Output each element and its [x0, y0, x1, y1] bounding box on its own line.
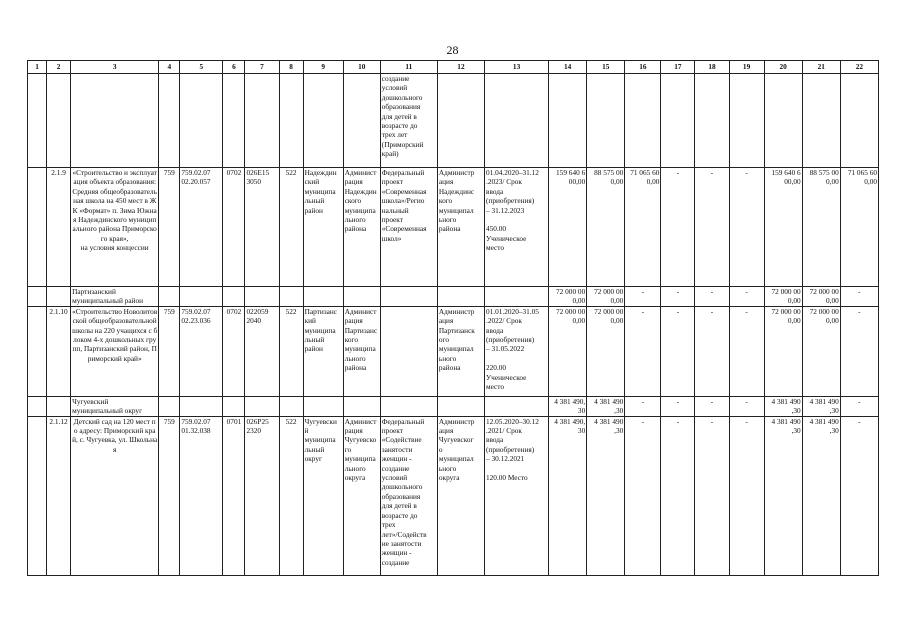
page-number: 28 [446, 43, 459, 57]
table-cell-empty [180, 287, 223, 307]
table-cell-col-18: - [695, 168, 729, 287]
table-cell-col-4: 759 [159, 306, 180, 396]
table-cell-col-1 [28, 168, 47, 287]
table-cell-col-11: создание условий дошкольного образования для детей в возрасте до трех лет (Приморский край) [380, 74, 437, 168]
table-cell-col-18 [695, 74, 729, 168]
subtotal-value-col-18: - [695, 287, 729, 307]
column-header-13: 13 [485, 61, 549, 74]
table-cell-empty [437, 396, 484, 416]
table-cell-col-2: 2.1.9 [47, 168, 71, 287]
table-cell-col-5: 759.02.07 02.20.057 [180, 168, 223, 287]
subtotal-value-col-14: 72 000 00 0,00 [549, 287, 587, 307]
table-cell-empty [245, 396, 279, 416]
subtotal-value-col-16: - [625, 396, 661, 416]
table-cell-col-20: 159 640 6 00,00 [764, 168, 802, 287]
table-cell-empty [47, 396, 71, 416]
table-cell-col-12: Админиcтр ация Чугуевског о муниципал ьного округа [437, 416, 484, 575]
table-cell-col-10: Админист рация Надеждин ского муниципа льного района [343, 168, 380, 287]
subtotal-value-col-20: 4 381 490 ,30 [764, 396, 802, 416]
subtotal-value-col-15: 4 381 490 ,30 [587, 396, 625, 416]
table-cell-col-17: - [661, 306, 695, 396]
table-cell-col-16: - [625, 416, 661, 575]
table-cell-col-2: 2.1.10 [47, 306, 71, 396]
table-cell-col-4 [159, 74, 180, 168]
table-cell-empty [159, 287, 180, 307]
table-cell-empty [303, 396, 343, 416]
table-cell-col-11 [380, 306, 437, 396]
table-cell-col-12: Админиcтр ация Надеждинс кого муниципал ьного района [437, 168, 484, 287]
column-header-12: 12 [437, 61, 484, 74]
table-cell-col-22: 71 065 60 0,00 [840, 168, 878, 287]
table-cell-col-3: «Строительство и эксплуатация объекта образования: Средняя общеобразовательная школа на 450 мест в ЖК «Формат» п. Зима Южная Надеждинского муниципального района Приморского края», на условия концессии [71, 168, 159, 287]
table-cell-col-11: Федеральный проект «Современная школа»/Регио нальный проект «Современная школ» [380, 168, 437, 287]
table-cell-col-22 [840, 74, 878, 168]
table-cell-col-4: 759 [159, 416, 180, 575]
table-cell-col-20: 72 000 00 0,00 [764, 306, 802, 396]
table-cell-empty [485, 287, 549, 307]
column-header-2: 2 [47, 61, 71, 74]
table-cell-col-15: 4 381 490 ,30 [587, 416, 625, 575]
subtotal-value-col-19: - [729, 287, 764, 307]
table-cell-col-17 [661, 74, 695, 168]
table-cell-col-18: - [695, 306, 729, 396]
table-cell-col-22: - [840, 306, 878, 396]
subtotal-value-col-21: 4 381 490 ,30 [802, 396, 840, 416]
column-header-14: 14 [549, 61, 587, 74]
table-cell-col-8: 522 [279, 416, 303, 575]
column-header-17: 17 [661, 61, 695, 74]
table-cell-col-16 [625, 74, 661, 168]
column-header-6: 6 [223, 61, 245, 74]
column-header-21: 21 [802, 61, 840, 74]
table-cell-empty [279, 287, 303, 307]
subtotal-value-col-22: - [840, 287, 878, 307]
table-cell-empty [380, 396, 437, 416]
table-cell-col-3 [71, 74, 159, 168]
subtotal-value-col-17: - [661, 396, 695, 416]
table-cell-empty [343, 396, 380, 416]
table-cell-col-15: 88 575 00 0,00 [587, 168, 625, 287]
table-cell-col-10: Админист рация Чугуевско го муниципа льного округа [343, 416, 380, 575]
table-cell-col-19: - [729, 168, 764, 287]
column-header-16: 16 [625, 61, 661, 74]
subtotal-value-col-16: - [625, 287, 661, 307]
column-header-9: 9 [303, 61, 343, 74]
table-cell-col-8: 522 [279, 306, 303, 396]
column-header-18: 18 [695, 61, 729, 74]
table-cell-col-6: 0701 [223, 416, 245, 575]
column-header-10: 10 [343, 61, 380, 74]
table-cell-col-9: Партизанс кий муниципа льный район [303, 306, 343, 396]
table-cell-col-20: 4 381 490 ,30 [764, 416, 802, 575]
table-cell-col-15 [587, 74, 625, 168]
table-cell-col-5: 759.02.07 02.23.036 [180, 306, 223, 396]
table-cell-empty [28, 287, 47, 307]
item-row [28, 168, 879, 287]
table-cell-col-14: 72 000 00 0,00 [549, 306, 587, 396]
table-cell-col-14 [549, 74, 587, 168]
table-cell-col-9: Надеждин ский муниципа льный район [303, 168, 343, 287]
table-cell-col-6: 0702 [223, 306, 245, 396]
table-cell-col-21: 88 575 00 0,00 [802, 168, 840, 287]
table-cell-empty [437, 287, 484, 307]
subtotal-value-col-17: - [661, 287, 695, 307]
column-header-22: 22 [840, 61, 878, 74]
table-cell-col-14: 159 640 6 00,00 [549, 168, 587, 287]
table-cell-empty [380, 287, 437, 307]
table-cell-empty [159, 396, 180, 416]
subtotal-value-col-20: 72 000 00 0,00 [764, 287, 802, 307]
subtotal-value-col-15: 72 000 00 0,00 [587, 287, 625, 307]
table-cell-col-6: 0702 [223, 168, 245, 287]
table-cell-empty [223, 287, 245, 307]
table-cell-col-17: - [661, 416, 695, 575]
subtotal-row [28, 287, 879, 307]
table-cell-empty [343, 287, 380, 307]
item-row [28, 306, 879, 396]
column-header-8: 8 [279, 61, 303, 74]
subtotal-row [28, 396, 879, 416]
table-cell-col-4: 759 [159, 168, 180, 287]
table-cell-empty [223, 396, 245, 416]
table-cell-col-3: «Строительство Новолитовской общеобразовательной школы на 220 учащихся с блоком 4-х дошкольных групп, Партизанский район, Приморский край» [71, 306, 159, 396]
table-cell-col-2: 2.1.12 [47, 416, 71, 575]
subtotal-label: Партизанский муниципальный район [71, 287, 159, 307]
table-cell-col-15: 72 000 00 0,00 [587, 306, 625, 396]
table-cell-col-17: - [661, 168, 695, 287]
table-cell-col-8 [279, 74, 303, 168]
table-cell-col-19: - [729, 306, 764, 396]
item-row [28, 416, 879, 575]
table-cell-col-7: 026Е15 3050 [245, 168, 279, 287]
subtotal-value-col-19: - [729, 396, 764, 416]
table-cell-col-21: 4 381 490 ,30 [802, 416, 840, 575]
table-cell-col-11: Федеральный проект «Содействие занятости женщин - создание условий дошкольного образования для детей в возрасте до трех лет»/Содейств ие занятости женщин - создание [380, 416, 437, 575]
column-header-20: 20 [764, 61, 802, 74]
table-cell-col-3: Детский сад на 120 мест по адресу: Приморский край, с. Чугуевка, ул. Школьная [71, 416, 159, 575]
table-cell-col-1 [28, 416, 47, 575]
column-header-5: 5 [180, 61, 223, 74]
table-cell-col-22: - [840, 416, 878, 575]
table-cell-col-19: - [729, 416, 764, 575]
table-cell-empty [47, 287, 71, 307]
budget-table [27, 60, 879, 576]
table-cell-col-7: 026Р25 2320 [245, 416, 279, 575]
table-cell-col-18: - [695, 416, 729, 575]
table-cell-col-2 [47, 74, 71, 168]
table-cell-col-6 [223, 74, 245, 168]
column-header-3: 3 [71, 61, 159, 74]
table-cell-col-9: Чугуевски й муниципа льный округ [303, 416, 343, 575]
subtotal-label: Чугуевский муниципальный округ [71, 396, 159, 416]
table-cell-empty [245, 287, 279, 307]
column-header-15: 15 [587, 61, 625, 74]
table-cell-empty [303, 287, 343, 307]
continuation-row [28, 74, 879, 168]
table-cell-col-7 [245, 74, 279, 168]
column-header-4: 4 [159, 61, 180, 74]
table-cell-col-13: 12.05.2020–30.12 .2021/ Срок ввода (приобретения) – 30.12.2021 120.00 Место [485, 416, 549, 575]
table-cell-col-13: 01.01.2020–31.05 .2022/ Срок ввода (приобретения) – 31.05.2022 220.00 Ученическое место [485, 306, 549, 396]
table-cell-col-14: 4 381 490, 30 [549, 416, 587, 575]
table-cell-col-21 [802, 74, 840, 168]
table-cell-col-13 [485, 74, 549, 168]
table-cell-col-9 [303, 74, 343, 168]
table-cell-col-5: 759.02.07 01.32.038 [180, 416, 223, 575]
table-cell-col-16: 71 065 60 0,00 [625, 168, 661, 287]
table-cell-empty [279, 396, 303, 416]
column-header-19: 19 [729, 61, 764, 74]
column-header-1: 1 [28, 61, 47, 74]
table-cell-col-7: 022059 2040 [245, 306, 279, 396]
subtotal-value-col-21: 72 000 00 0,00 [802, 287, 840, 307]
table-cell-col-16: - [625, 306, 661, 396]
table-cell-col-1 [28, 74, 47, 168]
table-cell-col-1 [28, 306, 47, 396]
subtotal-value-col-22: - [840, 396, 878, 416]
header-row [28, 61, 879, 74]
table-cell-empty [180, 396, 223, 416]
column-header-7: 7 [245, 61, 279, 74]
table-cell-col-5 [180, 74, 223, 168]
subtotal-value-col-18: - [695, 396, 729, 416]
table-cell-empty [485, 396, 549, 416]
table-cell-col-13: 01.04.2020–31.12 .2023/ Срок ввода (приобретения) – 31.12.2023 450.00 Ученическое место [485, 168, 549, 287]
table-cell-col-21: 72 000 00 0,00 [802, 306, 840, 396]
table-cell-col-12 [437, 74, 484, 168]
table-cell-col-12: Админиcтр ация Партизанск ого муниципал ьного района [437, 306, 484, 396]
table-cell-col-19 [729, 74, 764, 168]
table-cell-col-20 [764, 74, 802, 168]
table-cell-empty [28, 396, 47, 416]
table-cell-col-8: 522 [279, 168, 303, 287]
column-header-11: 11 [380, 61, 437, 74]
table-cell-col-10: Админист рация Партизанс кого муниципа льного района [343, 306, 380, 396]
table-cell-col-10 [343, 74, 380, 168]
subtotal-value-col-14: 4 381 490, 30 [549, 396, 587, 416]
